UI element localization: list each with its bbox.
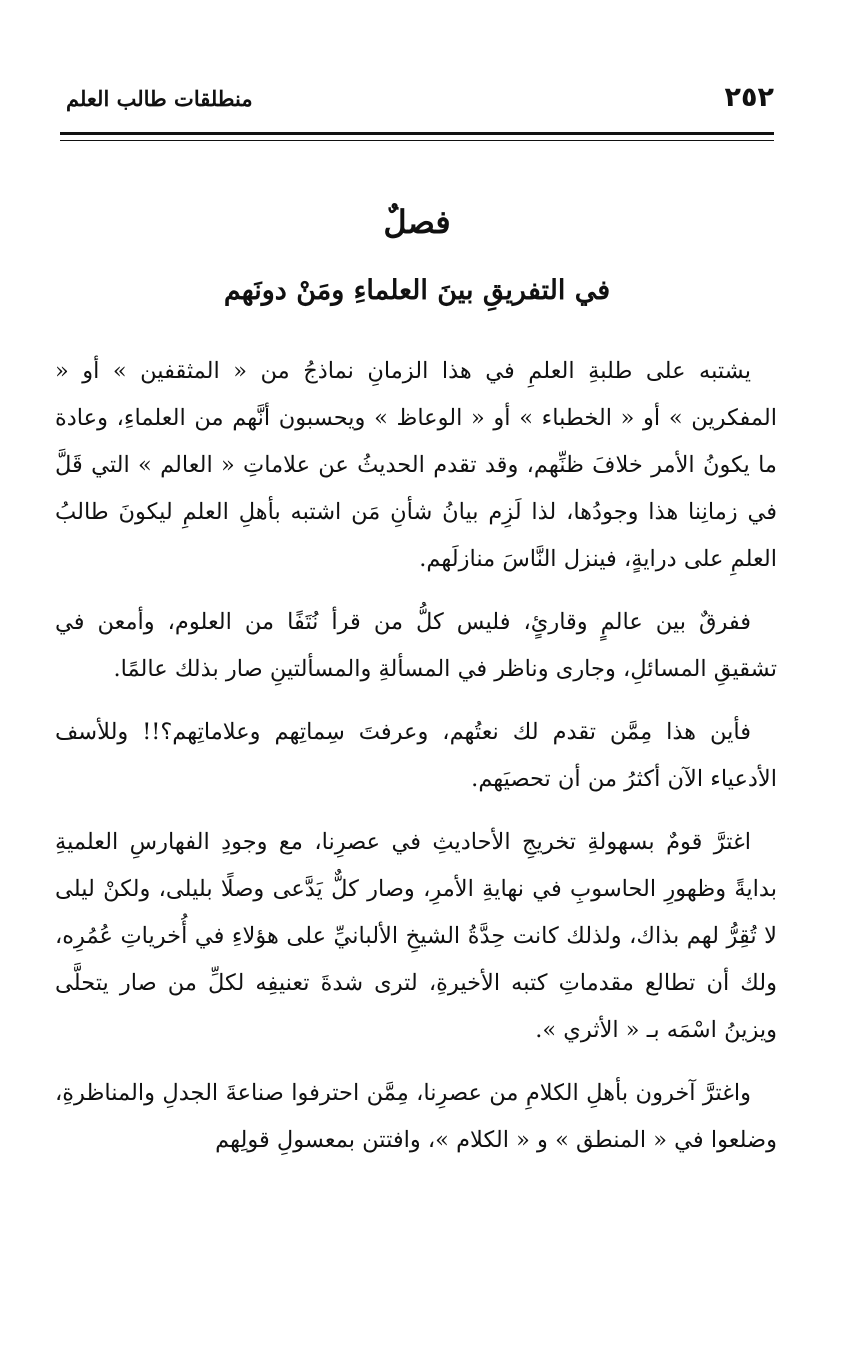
section-heading: فصلٌ <box>383 203 451 241</box>
paragraph-1: يشتبه على طلبةِ العلمِ في هذا الزمانِ نماذجُ من « المثقفين » أو « المفكرين » أو « الخطباء » أو « الوعاظ » ويحسبون أنَّهم من العلماءِ، وعادة ما يكونُ الأمر خلافَ ظنِّهم، وقد تقدم الحديثُ عن علاماتِ « العالم » التي قَلَّ في زمانِنا هذا وجودُها، لذا لَزِم بيانُ شأنِ مَن اشتبه بأهلِ العلمِ ليكونَ طالبُ العلمِ على درايةٍ، فينزل النَّاسَ منازلَهم. <box>55 358 777 572</box>
book-title: منطلقات طالب العلم <box>66 86 253 111</box>
paragraph-2: ففرقٌ بين عالمٍ وقارئٍ، فليس كلُّ من قرأ نُتَفًا من العلوم، وأمعن في تشقيقِ المسائلِ، وجارى وناظر في المسألةِ والمسألتينِ صار بذلك عالمًا. <box>55 609 777 682</box>
body-text <box>55 348 777 1180</box>
paragraph-3: فأين هذا مِمَّن تقدم لك نعتُهم، وعرفتَ سِماتِهم وعلاماتِهم؟!! وللأسف الأدعياء الآن أكثرُ من أن تحصيَهم. <box>55 719 777 792</box>
running-header <box>62 78 774 118</box>
paragraph-4: اغترَّ قومٌ بسهولةِ تخريجِ الأحاديثِ في عصرِنا، مع وجودِ الفهارسِ العلميةِ بدايةً وظهورِ الحاسوبِ في نهايةِ الأمرِ، وصار كلٌّ يَدَّعى وصلًا بليلى، ولكنْ ليلى لا تُقِرُّ لهم بذاك، ولذلك كانت حِدَّةُ الشيخِ الألبانيِّ على هؤلاءِ في أُخرياتِ عُمُرِه، ولك أن تطالع مقدماتِ كتبه الأخيرةِ، لترى شدةَ تعنيفِه لكلِّ من صار يتحلَّى ويزينُ اسْمَه بـ « الأثري ». <box>55 829 777 1043</box>
section-subheading: في التفريقِ بينَ العلماءِ ومَنْ دونَهم <box>223 275 611 306</box>
paragraph-5: واغترَّ آخرون بأهلِ الكلامِ من عصرِنا، مِمَّن احترفوا صناعةَ الجدلِ والمناظرةِ، وضلعوا في « المنطق » و « الكلام »، وافتتن بمعسولِ قولِهم <box>55 1080 777 1153</box>
header-rule-thick <box>60 132 774 135</box>
page-number: ٢٥٢ <box>724 82 774 113</box>
header-rule-thin <box>60 140 774 141</box>
